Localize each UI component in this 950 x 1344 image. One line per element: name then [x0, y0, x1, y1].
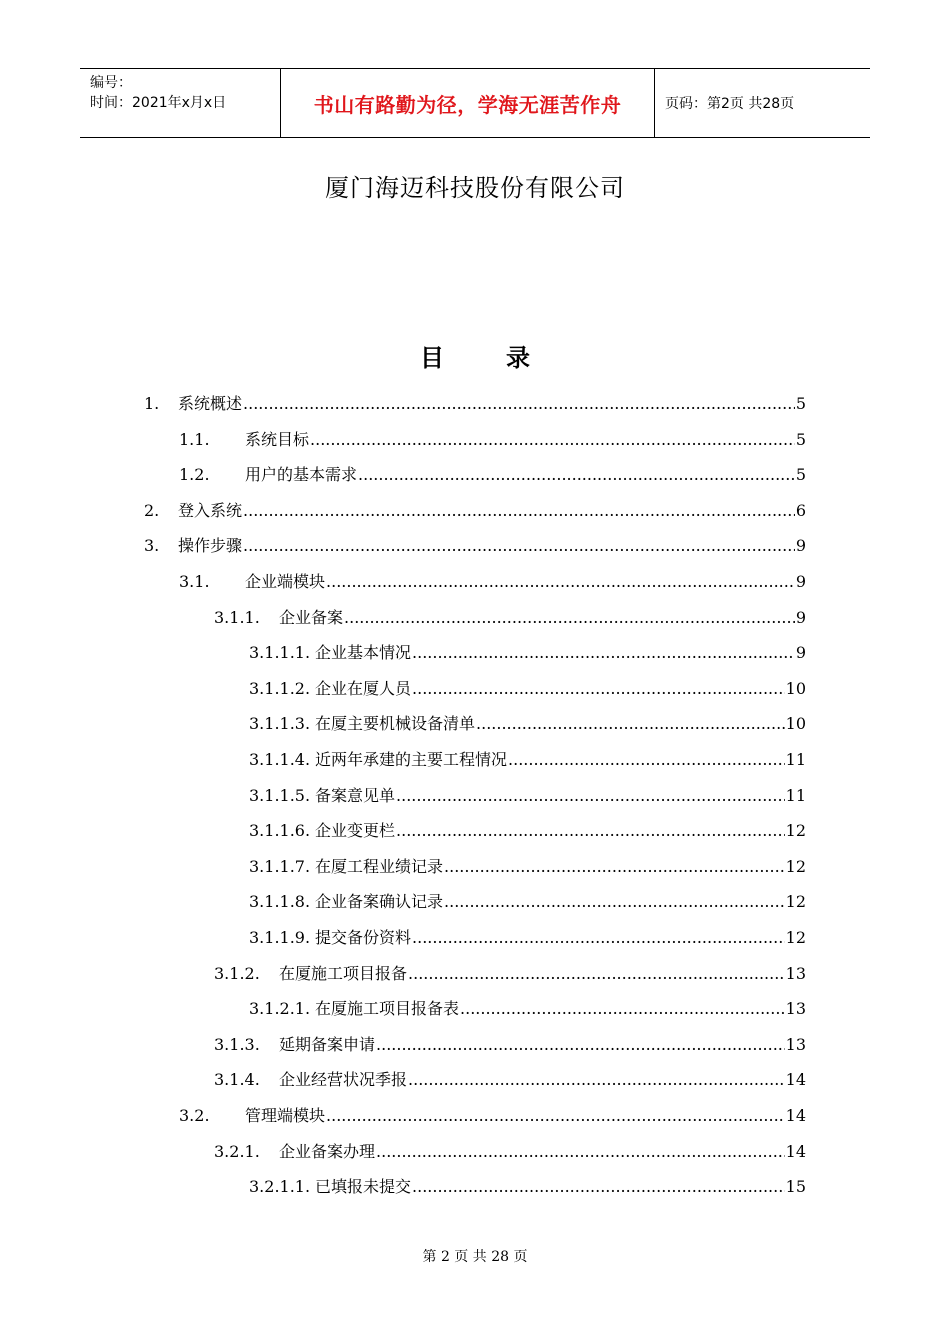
- toc-entry-page: 10: [785, 714, 806, 734]
- toc-dot-leader: [326, 571, 795, 593]
- page-footer: 第 2 页 共 28 页: [422, 1249, 528, 1265]
- company-name: 厦门海迈科技股份有限公司: [325, 174, 625, 202]
- toc-entry-number: 3.1.1.8.: [249, 892, 311, 912]
- toc-dot-leader: [243, 500, 795, 522]
- toc-entry-title: 企业端模块: [245, 572, 326, 591]
- toc-entry-page: 11: [785, 750, 806, 769]
- toc-entry-number: 3.1.1.7.: [249, 856, 311, 876]
- toc-dot-leader: [476, 713, 785, 735]
- toc-entry-page: 14: [785, 1106, 806, 1125]
- toc-entry-title: 提交备份资料: [315, 928, 412, 947]
- toc-entry-page: 5: [795, 465, 806, 485]
- toc-dot-leader: [344, 607, 795, 629]
- toc-entry-number: 3.1.1.1.: [249, 643, 311, 663]
- toc-entry[interactable]: [214, 1141, 806, 1163]
- toc-entry-number: 3.1.4.: [214, 1070, 260, 1090]
- toc-entry-number: 3.1.: [179, 572, 210, 591]
- toc-entry[interactable]: [144, 535, 806, 557]
- toc-entry-number: 3.1.1.3.: [249, 714, 311, 734]
- toc-entry-number: 3.: [144, 536, 160, 556]
- toc-entry-title: 在厦主要机械设备清单: [315, 714, 476, 734]
- toc-entry-number: 3.1.1.4.: [249, 750, 311, 769]
- toc-title-left: 目: [420, 344, 444, 372]
- toc-entry-number: 2.: [144, 500, 160, 520]
- toc-entry[interactable]: [179, 1105, 806, 1127]
- toc-entry-page: 9: [795, 572, 806, 591]
- toc-entry-page: 11: [785, 785, 806, 805]
- toc-entry-title: 企业变更栏: [315, 821, 396, 841]
- toc-entry-title: 用户的基本需求: [245, 465, 358, 485]
- toc-entry-title: 操作步骤: [178, 536, 243, 556]
- toc-dot-leader: [396, 820, 785, 842]
- toc-dot-leader: [444, 891, 785, 913]
- toc-entry[interactable]: [249, 749, 806, 771]
- page-header: [80, 68, 870, 138]
- toc-dot-leader: [408, 1069, 785, 1091]
- toc-entry-title: 延期备案申请: [279, 1034, 376, 1054]
- toc-entry-page: 5: [795, 429, 806, 449]
- toc-entry[interactable]: [249, 927, 806, 949]
- toc-entry-number: 3.1.1.9.: [249, 928, 311, 947]
- toc-entry-page: 12: [785, 892, 806, 912]
- toc-entry[interactable]: [249, 1176, 806, 1198]
- toc-entry-number: 3.1.1.2.: [249, 678, 311, 698]
- number-label: 编号：: [90, 75, 132, 91]
- toc-entry[interactable]: [249, 820, 806, 842]
- toc-entry-number: 3.1.2.1.: [249, 999, 311, 1019]
- toc-dot-leader: [412, 927, 785, 949]
- toc-entry[interactable]: [214, 1034, 806, 1056]
- toc-entry-number: 3.1.1.: [214, 607, 260, 627]
- toc-entry[interactable]: [249, 998, 806, 1020]
- toc-entry-number: 3.2.1.1.: [249, 1177, 311, 1197]
- toc-entry-number: 1.: [144, 394, 160, 413]
- time-label: 时间：2021年x月x日: [90, 95, 227, 111]
- toc-dot-leader: [376, 1141, 785, 1163]
- toc-entry-title: 企业备案确认记录: [315, 892, 444, 912]
- toc-dot-leader: [376, 1034, 785, 1056]
- motto-text: 书山有路勤为径，学海无涯苦作舟: [313, 92, 622, 117]
- toc-entry-page: 9: [795, 643, 806, 663]
- toc-entry-page: 14: [785, 1141, 806, 1161]
- toc-entry-title: 企业备案: [279, 607, 344, 627]
- toc-entry-title: 在厦施工项目报备: [279, 963, 408, 983]
- toc-entry-page: 12: [785, 928, 806, 947]
- toc-entry-title: 企业经营状况季报: [279, 1070, 408, 1090]
- toc-dot-leader: [460, 998, 785, 1020]
- toc-entry-title: 登入系统: [178, 500, 243, 520]
- toc-dot-leader: [396, 785, 785, 807]
- toc-entry[interactable]: [249, 856, 806, 878]
- toc-entry[interactable]: [144, 393, 806, 415]
- toc-entry-number: 3.1.1.6.: [249, 821, 311, 841]
- toc-entry[interactable]: [249, 891, 806, 913]
- toc-dot-leader: [408, 963, 785, 985]
- toc-entry-title: 管理端模块: [245, 1106, 326, 1125]
- toc-dot-leader: [444, 856, 785, 878]
- toc-entry-page: 6: [795, 500, 806, 520]
- toc-entry-title: 企业备案办理: [279, 1141, 376, 1161]
- toc-entry[interactable]: [179, 571, 806, 593]
- toc-dot-leader: [243, 535, 795, 557]
- toc-entry[interactable]: [214, 607, 806, 629]
- toc-entry-number: 3.2.1.: [214, 1141, 260, 1161]
- toc-entry-title: 系统目标: [245, 429, 310, 449]
- toc-entry-number: 1.2.: [179, 465, 210, 485]
- toc-title: [0, 338, 950, 373]
- toc-entry-title: 企业基本情况: [315, 643, 412, 663]
- toc-dot-leader: [508, 749, 785, 771]
- toc-entry-title: 在厦施工项目报备表: [315, 999, 460, 1019]
- toc-entry-title: 在厦工程业绩记录: [315, 856, 444, 876]
- toc-dot-leader: [358, 464, 795, 486]
- toc-entry[interactable]: [144, 500, 806, 522]
- toc-entry-title: 近两年承建的主要工程情况: [315, 750, 508, 769]
- header-page-cell: [655, 69, 870, 137]
- toc-entry-title: 已填报未提交: [315, 1177, 412, 1197]
- toc-dot-leader: [326, 1105, 785, 1127]
- toc-dot-leader: [243, 393, 795, 415]
- toc-entry[interactable]: [249, 713, 806, 735]
- toc-dot-leader: [310, 429, 795, 451]
- toc-title-right: 录: [506, 344, 530, 372]
- header-info-cell: [80, 69, 281, 137]
- toc-entry-number: 1.1.: [179, 429, 210, 449]
- toc-entry-page: 9: [795, 536, 806, 556]
- toc-entry[interactable]: [249, 642, 806, 664]
- toc-entry-title: 备案意见单: [315, 785, 396, 805]
- header-motto-cell: [281, 69, 655, 137]
- toc-entry[interactable]: [179, 464, 806, 486]
- toc-entry-page: 15: [785, 1177, 806, 1197]
- toc-entry-page: 10: [785, 678, 806, 698]
- toc-entry[interactable]: [249, 678, 806, 700]
- toc-entry-number: 3.1.2.: [214, 963, 260, 983]
- toc-entry-number: 3.1.1.5.: [249, 785, 311, 805]
- toc-entry-page: 5: [795, 394, 806, 413]
- page-label: 页码：第2页 共28页: [665, 96, 795, 112]
- toc-entry[interactable]: [179, 429, 806, 451]
- toc-entry[interactable]: [214, 963, 806, 985]
- toc-entry-page: 9: [795, 607, 806, 627]
- toc-entry-title: 系统概述: [178, 394, 243, 413]
- toc-entry-number: 3.2.: [179, 1106, 210, 1125]
- toc-entry-page: 13: [785, 999, 806, 1019]
- toc-entry[interactable]: [249, 785, 806, 807]
- toc-entry-title: 企业在厦人员: [315, 678, 412, 698]
- toc-entry[interactable]: [214, 1069, 806, 1091]
- toc-entry-page: 12: [785, 821, 806, 841]
- toc-dot-leader: [412, 678, 785, 700]
- toc-entry-page: 12: [785, 856, 806, 876]
- toc-entry-page: 13: [785, 963, 806, 983]
- toc-entry-number: 3.1.3.: [214, 1034, 260, 1054]
- toc-dot-leader: [412, 642, 795, 664]
- toc-entry-page: 14: [785, 1070, 806, 1090]
- toc-entry-page: 13: [785, 1034, 806, 1054]
- toc-dot-leader: [412, 1176, 785, 1198]
